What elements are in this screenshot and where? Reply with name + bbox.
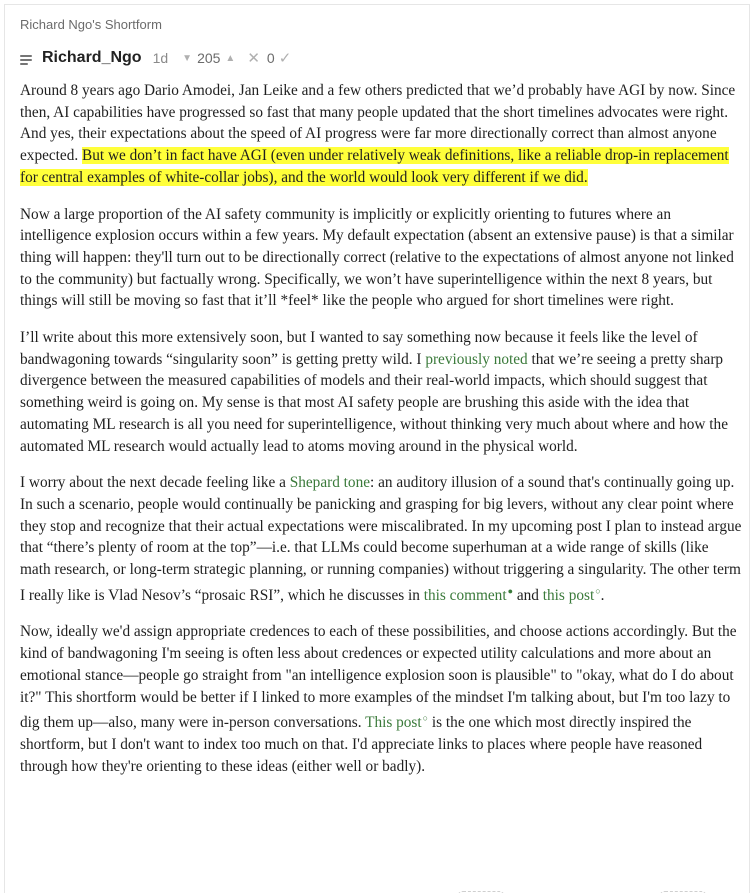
this-comment-link[interactable]: [424, 587, 513, 604]
paragraph-1: [20, 80, 742, 189]
circle-icon: ○: [422, 713, 429, 724]
menu-icon[interactable]: [20, 54, 32, 66]
comment-meta: [20, 47, 291, 69]
paragraph-text: I worry about the next decade feeling like a: [20, 474, 290, 492]
link-label[interactable]: this post: [542, 586, 595, 604]
x-icon[interactable]: ✕: [247, 50, 260, 67]
highlighted-text: But we don’t in fact have AGI (even under relatively weak definitions, like a reliable drop-in replacement for central examples of white-collar jobs), and the world would look very different if we did.: [20, 147, 729, 186]
author-name[interactable]: Richard_Ngo: [42, 49, 142, 66]
paragraph-text: Now, ideally we'd assign appropriate credences to each of these possibilities, and choose actions accordingly. But the kind of bandwagoning I'm seeing is often less about credences or expected utility calculations and more about an emotional stance—people go straight from "an intelligence explosion soon is plausible" to "okay, what do I do about it?" This shortform would be better if I linked to more examples of the mindset I'm talking about, but I'm too lazy to dig them up—also, many were in-person conversations.: [20, 623, 737, 732]
paragraph-5: [20, 621, 742, 777]
triangle-up-icon[interactable]: ▲: [225, 52, 236, 64]
triangle-down-icon[interactable]: ▼: [182, 52, 193, 64]
paragraph-2: Now a large proportion of the AI safety community is implicitly or explicitly orienting to futures where an intelligence explosion occurs within a few years. My default expectation (absent an extensive pause) is that a similar thing will happen: they'll turn out to be directionally correct (relative to the expectations of almost anyone not linked to the community) but factually wrong. Specifically, we won’t have superintelligence within the next 8 years, but things will still be moving so fast that it’ll *feel* like the people who argued for short timelines were right.: [20, 205, 734, 310]
link-label[interactable]: This post: [365, 714, 422, 732]
agreement-score: 0: [266, 50, 275, 66]
this-post-link-2[interactable]: [365, 714, 428, 731]
link-label[interactable]: this comment: [423, 586, 507, 604]
paragraph-text: and: [513, 586, 543, 604]
previously-noted-link[interactable]: previously noted: [425, 350, 528, 368]
karma-score: 205: [197, 50, 221, 66]
paragraph-text: Around 8 years ago Dario Amodei, Jan Leike and a few others predicted that we’d probably have AGI by now. Since then, AI capabilities have progressed so fast that many people updated that the short timelines advocates were right. And yes, their expectations about the speed of AI progress were far more directionally correct than almost anyone expected.: [20, 82, 736, 165]
check-icon[interactable]: ✓: [278, 50, 292, 67]
paragraph-text: .: [600, 586, 605, 604]
comment-body: [20, 80, 742, 792]
paragraph-4: [20, 472, 742, 606]
filled-circle-icon: ●: [507, 585, 514, 596]
paragraph-text: : an auditory illusion of a sound that's continually going up. In such a scenario, people would continually be panicking and grasping for big levers, without any clear point where they stop and recognize that their actual expectations were miscalibrated. In my upcoming post I plan to instead argue that “there’s plenty of room at the top”—i.e. that LLMs could become superhuman at a wide range of skills (like math research, or long-term strategic planning, or running companies) without triggering a singularity. The other term I really like is Vlad Nesov’s “prosaic RSI”, which he discusses in: [20, 474, 742, 604]
shepard-tone-link[interactable]: Shepard tone: [289, 474, 371, 492]
shortform-comment-card: [4, 4, 750, 893]
thread-title[interactable]: Richard Ngo's Shortform: [20, 17, 162, 32]
circle-icon: ○: [595, 585, 601, 596]
paragraph-text: I’ll write about this more extensively soon, but I wanted to say something now because it feels like the level of bandwagoning towards “singularity soon” is getting pretty wild. I: [20, 329, 698, 368]
comment-age[interactable]: 1d: [152, 50, 169, 66]
this-post-link[interactable]: [543, 587, 601, 604]
paragraph-text: is the one which most directly inspired the shortform, but I don't want to index too much on that. I'd appreciate links to places where people have reasoned through how they're orienting to these ideas (either well or badly).: [20, 714, 703, 775]
paragraph-3: [20, 327, 742, 457]
paragraph-text: that we’re seeing a pretty sharp divergence between the measured capabilities of models and their real-world impacts, which should suggest that something weird is going on. My sense is that most AI safety people are brushing this aside with the idea that automating ML research is all you need for superintelligence, without thinking very much about where and how the automated ML research would actually lead to atoms moving around in the physical world.: [20, 350, 728, 455]
